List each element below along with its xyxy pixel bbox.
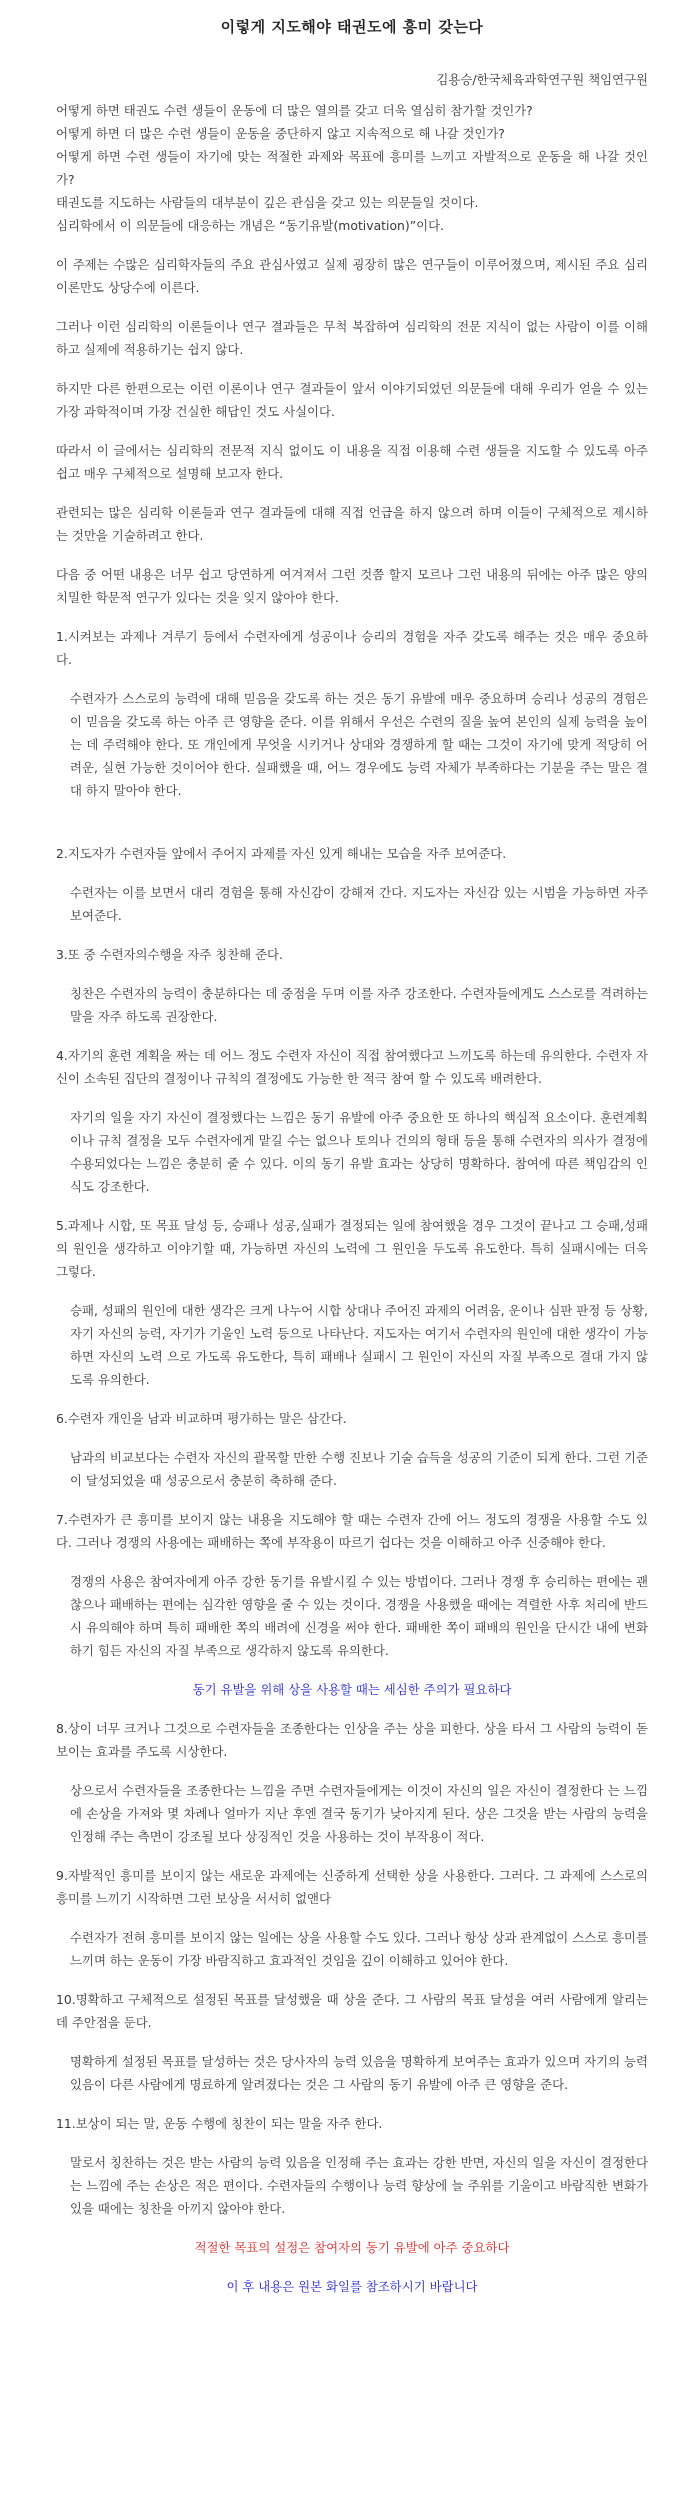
- article-title: 이렇게 지도해야 태권도에 흥미 갖는다: [220, 18, 484, 36]
- section-body: 수련자가 스스로의 능력에 대해 믿음을 갖도록 하는 것은 동기 유발에 매우 중요하며 승리나 성공의 경험은 이 믿음을 갖도록 하는 아주 큰 영향을 준다. 이를 위해서 우선은 수련의 질을 높여 본인의 실제 능력을 높이는 데 주력해야 한다. 또 개인에게 무엇을 시키거나 상대와 경쟁하게 할 때는 그것이 자기에 맞게 적당히 어려운, 실현 가능한 것이어야 한다. 실패했을 때, 어느 경우에도 능력 자체가 부족하다는 기분을 주는 말은 결대 하지 말아야 한다.: [70, 691, 648, 798]
- article: [56, 0, 648, 2314]
- intro-paragraph: 따라서 이 글에서는 심리학의 전문적 지식 없이도 이 내용을 직접 이용해 수련 생들을 지도할 수 있도록 아주 쉽고 매우 구체적으로 설명해 보고자 한다.: [56, 443, 648, 481]
- section-heading: 7.수련자가 큰 흥미를 보이지 않는 내용을 지도해야 할 때는 수련자 간에 어느 정도의 경쟁을 사용할 수도 있다. 그러나 경쟁의 사용에는 패배하는 쪽에 부작용이 따르기 쉽다는 것을 이해하고 아주 신중해야 한다.: [56, 1512, 648, 1550]
- section-heading: 5.과제나 시합, 또 목표 달성 등, 승패나 성공,실패가 결정되는 일에 참여했을 경우 그것이 끝나고 그 승패,성패의 원인을 생각하고 이야기할 때, 가능하면 자신의 노력에 그 원인을 두도록 유도한다. 특히 실패시에는 더욱 그렇다.: [56, 1218, 648, 1279]
- section-body: 경쟁의 사용은 참여자에게 아주 강한 동기를 유발시킬 수 있는 방법이다. 그러나 경쟁 후 승리하는 편에는 괜찮으나 패배하는 편에는 심각한 영향을 줄 수 있는 것이다. 경쟁을 사용했을 때에는 격렬한 사후 처리에 반드시 유의해야 하며 특히 패배한 쪽의 배려에 신경을 써야 한다. 패배한 쪽이 패배의 원인을 단시간 내에 변화하기 힘든 자신의 자질 부족으로 생각하지 않도록 유의한다.: [70, 1574, 648, 1658]
- section-body: 상으로서 수련자들을 조종한다는 느낌을 주면 수련자들에게는 이것이 자신의 일은 자신이 결정한다 는 느낌에 손상을 가져와 몇 차례나 얼마가 지난 후엔 결국 동기가 낮아지게 된다. 상은 그것을 받는 사람의 능력을 인정해 주는 측면이 강조될 보다 상징적인 것을 사용하는 것이 부작용이 적다.: [70, 1783, 648, 1844]
- section-body: 말로서 칭찬하는 것은 받는 사람의 능력 있음을 인정해 주는 효과는 강한 반면, 자신의 일을 자신이 결정한다는 느낌에 주는 손상은 적은 편이다. 수련자들의 수행이나 능력 향상에 늘 주위를 기울이고 바람직한 변화가 있을 때에는 칭찬을 아끼지 않아야 한다.: [70, 2155, 648, 2216]
- intro-question: 심리학에서 이 의문들에 대응하는 개념은 “동기유발(motivation)”이다.: [56, 218, 445, 233]
- section-heading: 9.자발적인 흥미를 보이지 않는 새로운 과제에는 신중하게 선택한 상을 사용한다. 그러다. 그 과제에 스스로의 흥미를 느끼기 시작하면 그런 보상을 서서히 없앤다: [56, 1868, 648, 1906]
- section-body: 남과의 비교보다는 수련자 자신의 괄목할 만한 수행 진보나 기술 습득을 성공의 기준이 되게 한다. 그런 기준이 달성되었을 때 성공으로서 충분히 축하해 준다.: [70, 1450, 648, 1488]
- intro-questions: [56, 99, 648, 237]
- section-heading: 6.수련자 개인을 남과 비교하며 평가하는 말은 삼간다.: [56, 1411, 347, 1426]
- highlight-note-red: 적절한 목표의 설정은 참여자의 동기 유발에 아주 중요하다: [194, 2240, 510, 2255]
- section-heading: 3.또 중 수련자의수행을 자주 칭찬해 준다.: [56, 947, 283, 962]
- section-heading: 2.지도자가 수련자들 앞에서 주어지 과제를 자신 있게 해내는 모습을 자주 보여준다.: [56, 846, 507, 861]
- intro-question: 태권도를 지도하는 사람들의 대부분이 깊은 관심을 갖고 있는 의문들일 것이다.: [56, 195, 479, 210]
- highlight-note-blue: 동기 유발을 위해 상을 사용할 때는 세심한 주의가 필요하다: [192, 1682, 512, 1697]
- section-body: 수련자는 이를 보면서 대리 경험을 통해 자신감이 강해져 간다. 지도자는 자신감 있는 시범을 가능하면 자주 보여준다.: [70, 885, 648, 923]
- intro-question: 어떻게 하면 더 많은 수련 생들이 운동을 중단하지 않고 지속적으로 해 나갈 것인가?: [56, 126, 505, 141]
- section-body: 승패, 성패의 원인에 대한 생각은 크게 나누어 시합 상대나 주어진 과제의 어려움, 운이나 심판 판정 등 상황, 자기 자신의 능력, 자기가 기울인 노력 등으로 나타난다. 지도자는 여기서 수련자의 원인에 대한 생각이 가능하면 자신의 노력 으로 가도록 유도한다, 특히 패배나 실패시 그 원인이 자신의 자질 부족으로 결대 가지 않도록 유의한다.: [70, 1303, 648, 1387]
- intro-question: 어떻게 하면 태권도 수련 생들이 운동에 더 많은 열의를 갖고 더욱 열심히 참가할 것인가?: [56, 103, 533, 118]
- section-heading: 8.상이 너무 크거나 그것으로 수련자들을 조종한다는 인상을 주는 상을 피한다. 상을 타서 그 사람의 능력이 돋보이는 효과를 주도록 시상한다.: [56, 1721, 648, 1759]
- intro-paragraph: 그러나 이런 심리학의 이론들이나 연구 결과들은 무척 복잡하여 심리학의 전문 지식이 없는 사람이 이를 이해하고 실제에 적용하기는 쉽지 않다.: [56, 319, 648, 357]
- section-body: 수련자가 전혀 흥미를 보이지 않는 일에는 상을 사용할 수도 있다. 그러나 항상 상과 관계없이 스스로 흥미를 느끼며 하는 운동이 가장 바람직하고 효과적인 것임을 깊이 이해하고 있어야 한다.: [70, 1930, 648, 1968]
- section-heading: 11.보상이 되는 말, 운동 수행에 칭찬이 되는 말을 자주 한다.: [56, 2116, 383, 2131]
- section-body: 명확하게 설정된 목표를 달성하는 것은 당사자의 능력 있음을 명확하게 보여주는 효과가 있으며 자기의 능력 있음이 다른 사람에게 명료하게 알려졌다는 것은 그 사람의 동기 유발에 아주 큰 영향을 준다.: [70, 2054, 648, 2092]
- intro-paragraph: 이 주제는 수많은 심리학자들의 주요 관심사였고 실제 굉장히 많은 연구들이 이루어졌으며, 제시된 주요 심리 이론만도 상당수에 이른다.: [56, 257, 648, 295]
- section-body: 자기의 일을 자기 자신이 결정했다는 느낌은 동기 유발에 아주 중요한 또 하나의 핵심적 요소이다. 훈련계획이나 규칙 결정을 모두 수련자에게 맡길 수는 없으나 토의나 건의의 형태 등을 통해 수련자의 의사가 결정에 수용되었다는 느낌은 충분히 줄 수 있다. 이의 동기 유발 효과는 상당히 명확하다. 참여에 따른 책임감의 인식도 강조한다.: [70, 1110, 648, 1194]
- intro-paragraph: 다음 중 어떤 내용은 너무 쉽고 당연하게 여겨져서 그런 것쯤 할지 모르나 그런 내용의 뒤에는 아주 많은 양의 치밀한 학문적 연구가 있다는 것을 잊지 않아야 한다.: [56, 567, 648, 605]
- footer-note: 이 후 내용은 원본 화일를 참조하시기 바랍니다: [226, 2279, 478, 2294]
- section-heading: 10.명확하고 구체적으로 설정된 목표를 달성했을 때 상을 준다. 그 사람의 목표 달성을 여러 사람에게 알리는 데 주안점을 둔다.: [56, 1992, 648, 2030]
- section-body: 칭찬은 수련자의 능력이 충분하다는 데 중점을 두며 이를 자주 강조한다. 수련자들에게도 스스로를 격려하는 말을 자주 하도록 권장한다.: [70, 986, 648, 1024]
- section-heading: 4.자기의 훈련 계획을 짜는 데 어느 정도 수련자 자신이 직접 참여했다고 느끼도록 하는데 유의한다. 수련자 자신이 소속된 집단의 결정이나 규칙의 결정에도 가능한 한 적극 참여 할 수 있도록 배려한다.: [56, 1048, 648, 1086]
- intro-paragraph: 하지만 다른 한편으로는 이런 이론이나 연구 결과들이 앞서 이야기되었던 의문들에 대해 우리가 얻을 수 있는 가장 과학적이며 가장 건실한 해답인 것도 사실이다.: [56, 381, 648, 419]
- intro-question: 어떻게 하면 수련 생들이 자기에 맞는 적절한 과제와 목표에 흥미를 느끼고 자발적으로 운동을 해 나갈 것인가?: [56, 149, 648, 187]
- section-heading: 1.시켜보는 과제나 겨루기 등에서 수련자에게 성공이나 승리의 경험을 자주 갖도록 해주는 것은 매우 중요하다.: [56, 629, 648, 667]
- author-line: 김용승/한국체육과학연구원 책임연구원: [436, 72, 648, 87]
- intro-paragraph: 관련되는 많은 심리학 이론들과 연구 결과들에 대해 직접 언급을 하지 않으려 하며 이들이 구체적으로 제시하는 것만을 기술하려고 한다.: [56, 505, 648, 543]
